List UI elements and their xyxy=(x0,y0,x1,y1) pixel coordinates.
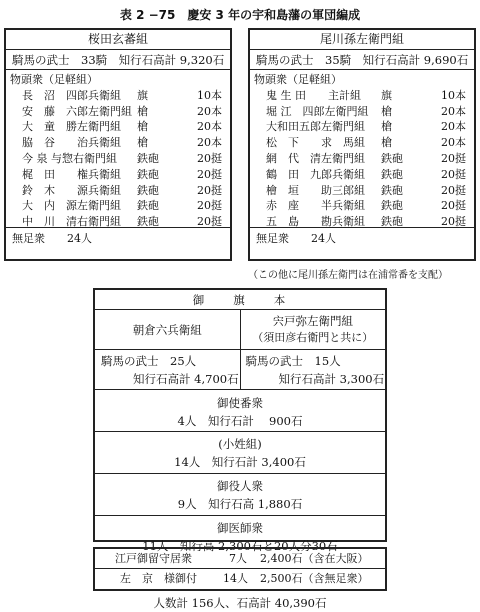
list-item xyxy=(10,183,230,199)
edo-rusui-koku: 2,400石（含在大阪） xyxy=(260,552,369,565)
kosho-label: (小姓組) xyxy=(218,437,262,451)
list-item xyxy=(254,135,474,151)
unit-weapon: 槍 xyxy=(381,136,392,150)
unit-count: 10本 xyxy=(441,88,466,102)
unit-name: 鈴 木 源兵衛組 xyxy=(22,183,121,197)
left-unit-name: 朝倉六兵衛組 xyxy=(132,323,202,337)
unit-count: 20挺 xyxy=(197,151,222,165)
unit-count: 20本 xyxy=(441,120,466,134)
left-group-foot: 無足衆 24人 xyxy=(12,232,92,245)
unit-weapon: 旗 xyxy=(137,88,148,102)
unit-name: 中 川 清右衛門組 xyxy=(22,215,121,229)
ishi-value: 11人 知行高 2,300石と20人分30石 xyxy=(142,539,338,553)
unit-weapon: 鉄砲 xyxy=(381,167,403,181)
right-group-foot: 無足衆 24人 xyxy=(256,232,336,245)
unit-count: 20挺 xyxy=(197,215,222,229)
list-item xyxy=(10,167,230,183)
right-group-table xyxy=(248,28,476,261)
unit-name: 大 内 源左衛門組 xyxy=(22,199,121,213)
kosho-value: 14人 知行石計 3,400石 xyxy=(174,455,306,469)
hatamoto-table xyxy=(93,288,387,553)
sakyo-row xyxy=(95,569,385,589)
unit-name: 大 童 勝左衛門組 xyxy=(22,120,121,134)
right-unit-cell xyxy=(240,310,386,349)
unit-count: 20挺 xyxy=(441,215,466,229)
yakunin-label: 御役人衆 xyxy=(217,479,263,493)
list-item xyxy=(254,151,474,167)
list-item xyxy=(254,104,474,120)
unit-weapon: 鉄砲 xyxy=(137,167,159,181)
unit-count: 20挺 xyxy=(197,199,222,213)
sakyo-label: 左 京 様御付 xyxy=(120,572,197,585)
unit-weapon: 槍 xyxy=(137,136,148,150)
right-group-list xyxy=(250,70,474,228)
sakyo-count: 14人 xyxy=(223,572,248,585)
hatamoto-cavalry xyxy=(95,350,385,390)
kosho-row xyxy=(95,432,385,474)
unit-weapon: 鉄砲 xyxy=(137,215,159,229)
edo-rusui-count: 7人 xyxy=(229,552,247,565)
right-group-cavalry: 騎馬の武士 35騎 知行石高計 9,690石 xyxy=(250,50,474,70)
yakunin-value: 9人 知行石高 1,880石 xyxy=(177,497,303,511)
unit-count: 20本 xyxy=(197,120,222,134)
right-unit-name: 宍戸弥左衛門組 xyxy=(272,314,353,328)
sakyo-koku: 2,500石（含無足衆） xyxy=(260,572,369,585)
list-item xyxy=(254,167,474,183)
table-caption: 表 2 −75 慶安 3 年の宇和島藩の軍団編成 xyxy=(119,8,361,22)
unit-name: 今 泉 与惣右衛門組 xyxy=(22,151,117,165)
edo-rusui-label: 江戸御留守居衆 xyxy=(115,552,192,565)
tsukaiban-row xyxy=(95,390,385,432)
list-item xyxy=(10,119,230,135)
left-cavalry-count: 騎馬の武士 25人 xyxy=(101,354,197,368)
grand-total: 人数計 156人、石高計 40,390石 xyxy=(153,596,327,610)
left-cavalry-cell xyxy=(95,350,240,389)
unit-name: 松 下 求 馬組 xyxy=(266,136,365,150)
unit-count: 20挺 xyxy=(197,167,222,181)
list-item xyxy=(254,88,474,104)
unit-name: 梶 田 権兵衛組 xyxy=(22,167,121,181)
unit-count: 20本 xyxy=(197,104,222,118)
unit-name: 赤 座 半兵衛組 xyxy=(266,199,365,213)
right-cavalry-cell xyxy=(240,350,386,389)
left-unit-cell xyxy=(95,310,240,349)
unit-weapon: 鉄砲 xyxy=(137,199,159,213)
list-item xyxy=(10,135,230,151)
left-cavalry-koku: 知行石高計 4,700石 xyxy=(133,372,239,386)
right-unit-note: （須田彦右衛門と共に） xyxy=(252,331,374,344)
unit-weapon: 鉄砲 xyxy=(381,151,403,165)
unit-weapon: 鉄砲 xyxy=(137,151,159,165)
unit-name: 長 沼 四郎兵衛組 xyxy=(22,88,121,102)
list-item xyxy=(254,119,474,135)
hatamoto-title: 御 旗 本 xyxy=(95,290,385,310)
tsukaiban-value: 4人 知行石計 900石 xyxy=(177,414,303,428)
unit-weapon: 槍 xyxy=(381,120,392,134)
right-group-header: 尾川孫左衛門組 xyxy=(250,30,474,50)
unit-count: 20本 xyxy=(441,104,466,118)
unit-count: 20挺 xyxy=(441,183,466,197)
list-item xyxy=(10,198,230,214)
ishi-label: 御医師衆 xyxy=(217,521,263,535)
unit-count: 10本 xyxy=(197,88,222,102)
note-text: （この他に尾川孫左衛門は在浦常番を支配） xyxy=(248,270,448,281)
unit-name: 鶴 田 九郎兵衛組 xyxy=(266,167,365,181)
left-group-list xyxy=(6,70,230,228)
unit-weapon: 鉄砲 xyxy=(381,199,403,213)
left-group-header: 桜田玄蕃組 xyxy=(6,30,230,50)
yakunin-row xyxy=(95,474,385,516)
unit-weapon: 旗 xyxy=(381,88,392,102)
list-item xyxy=(254,198,474,214)
unit-weapon: 槍 xyxy=(137,120,148,134)
unit-weapon: 鉄砲 xyxy=(137,183,159,197)
unit-name: 堀 江 四郎左衛門組 xyxy=(266,104,369,118)
unit-count: 20本 xyxy=(197,136,222,150)
unit-name: 五 島 勘兵衛組 xyxy=(266,215,365,229)
unit-name: 大和田五郎左衛門組 xyxy=(266,120,365,134)
unit-name: 網 代 清左衛門組 xyxy=(266,151,365,165)
unit-name: 檜 垣 助三郎組 xyxy=(266,183,365,197)
list-item xyxy=(10,88,230,104)
unit-name: 安 藤 六郎左衛門組 xyxy=(22,104,132,118)
list-item xyxy=(10,104,230,120)
left-group-table xyxy=(4,28,232,261)
list-item xyxy=(10,151,230,167)
right-cavalry-koku: 知行石高計 3,300石 xyxy=(278,372,385,386)
unit-weapon: 鉄砲 xyxy=(381,215,403,229)
unit-count: 20挺 xyxy=(197,183,222,197)
bottom-table xyxy=(93,547,387,591)
unit-count: 20本 xyxy=(441,136,466,150)
unit-name: 脇 谷 治兵衛組 xyxy=(22,136,121,150)
hatamoto-unit-names xyxy=(95,310,385,350)
edo-rusui-row xyxy=(95,549,385,569)
left-group-cavalry: 騎馬の武士 33騎 知行石高計 9,320石 xyxy=(6,50,230,70)
right-cavalry-count: 騎馬の武士 15人 xyxy=(245,354,341,368)
left-group-sub-header: 物頭衆（足軽組） xyxy=(10,73,98,86)
list-item xyxy=(254,183,474,199)
unit-name: 鬼 生 田 主計組 xyxy=(266,88,361,102)
unit-count: 20挺 xyxy=(441,167,466,181)
tsukaiban-label: 御使番衆 xyxy=(217,396,263,410)
unit-weapon: 槍 xyxy=(137,104,148,118)
unit-count: 20挺 xyxy=(441,199,466,213)
unit-count: 20挺 xyxy=(441,151,466,165)
unit-weapon: 槍 xyxy=(381,104,392,118)
right-group-sub-header: 物頭衆（足軽組） xyxy=(254,73,342,86)
unit-weapon: 鉄砲 xyxy=(381,183,403,197)
